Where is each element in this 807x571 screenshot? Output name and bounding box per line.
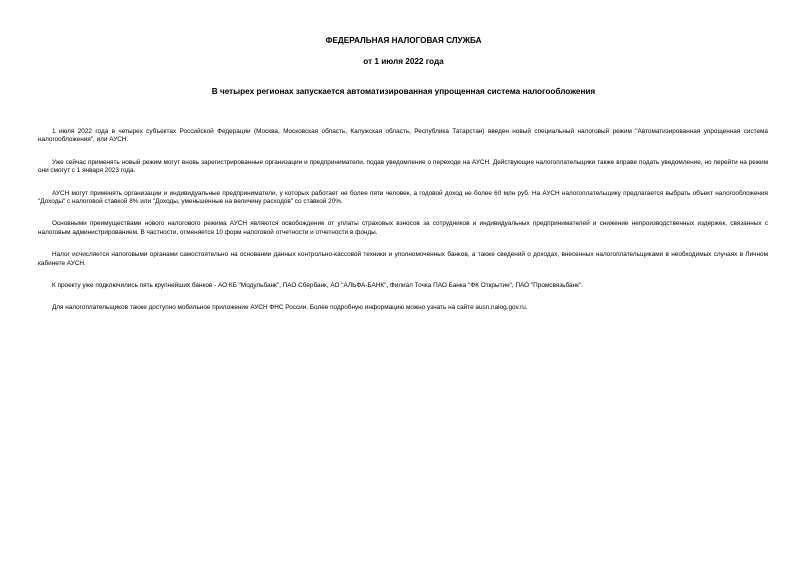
document-title: В четырех регионах запускается автоматизированная упрощенная система налогообложения xyxy=(211,87,596,96)
agency-name: ФЕДЕРАЛЬНАЯ НАЛОГОВАЯ СЛУЖБА xyxy=(325,36,482,45)
paragraph: Основными преимуществами нового налогового режима АУСН являются освобождение от уплаты страховых взносов за сотрудников и индивидуальных предпринимателей и снижение непроизводственных издержек, связанных с налоговым администрированием. В частности, отменяется 10 форм налоговой отчетности и отчетности в фонды. xyxy=(38,220,768,236)
paragraph: Налог исчисляется налоговыми органами самостоятельно на основании данных контрольно-кассовой техники и уполномоченных банков, а также сведений о доходах, внесенных налогоплательщиками в необходимых случаях в Личном кабинете АУСН. xyxy=(38,251,768,267)
paragraph: Уже сейчас применять новый режим могут вновь зарегистрированные организации и предприниматели, подав уведомление о переходе на АУСН. Действующие налогоплательщики также вправе подать уведомление, но перейти на режим они смогут с 1 января 2023 года. xyxy=(38,158,768,175)
paragraph: 1 июля 2022 года в четырех субъектах Российской Федерации (Москва, Московская область, Калужская область, Республика Татарстан) введен новый специальный налоговый режим "Автоматизированная упрощенная система налогообложения", или АУСН. xyxy=(38,128,768,144)
document-body xyxy=(38,128,768,327)
paragraph: АУСН могут применять организации и индивидуальные предприниматели, у которых работает не более пяти человек, а годовой доход не более 60 млн руб. На АУСН налогоплательщику предлагается выбрать объект налогообложения "Доходы" с налоговой ставкой 8% или "Доходы, уменьшенные на величину расходов" со ставкой 20%. xyxy=(38,189,768,206)
paragraph: Для налогоплательщиков также доступно мобильное приложение АУСН ФНС России. Более подробную информацию можно узнать на сайте ausn.nalog.gov.ru. xyxy=(52,304,528,312)
document-date: от 1 июля 2022 года xyxy=(363,57,444,66)
paragraph: К проекту уже подключились пять крупнейших банков - АО КБ "Модульбанк", ПАО Сбербанк, АО "АЛЬФА-БАНК", Филиал Точка ПАО Банка "ФК Открытие", ПАО "Промсвязьбанк". xyxy=(52,282,583,290)
